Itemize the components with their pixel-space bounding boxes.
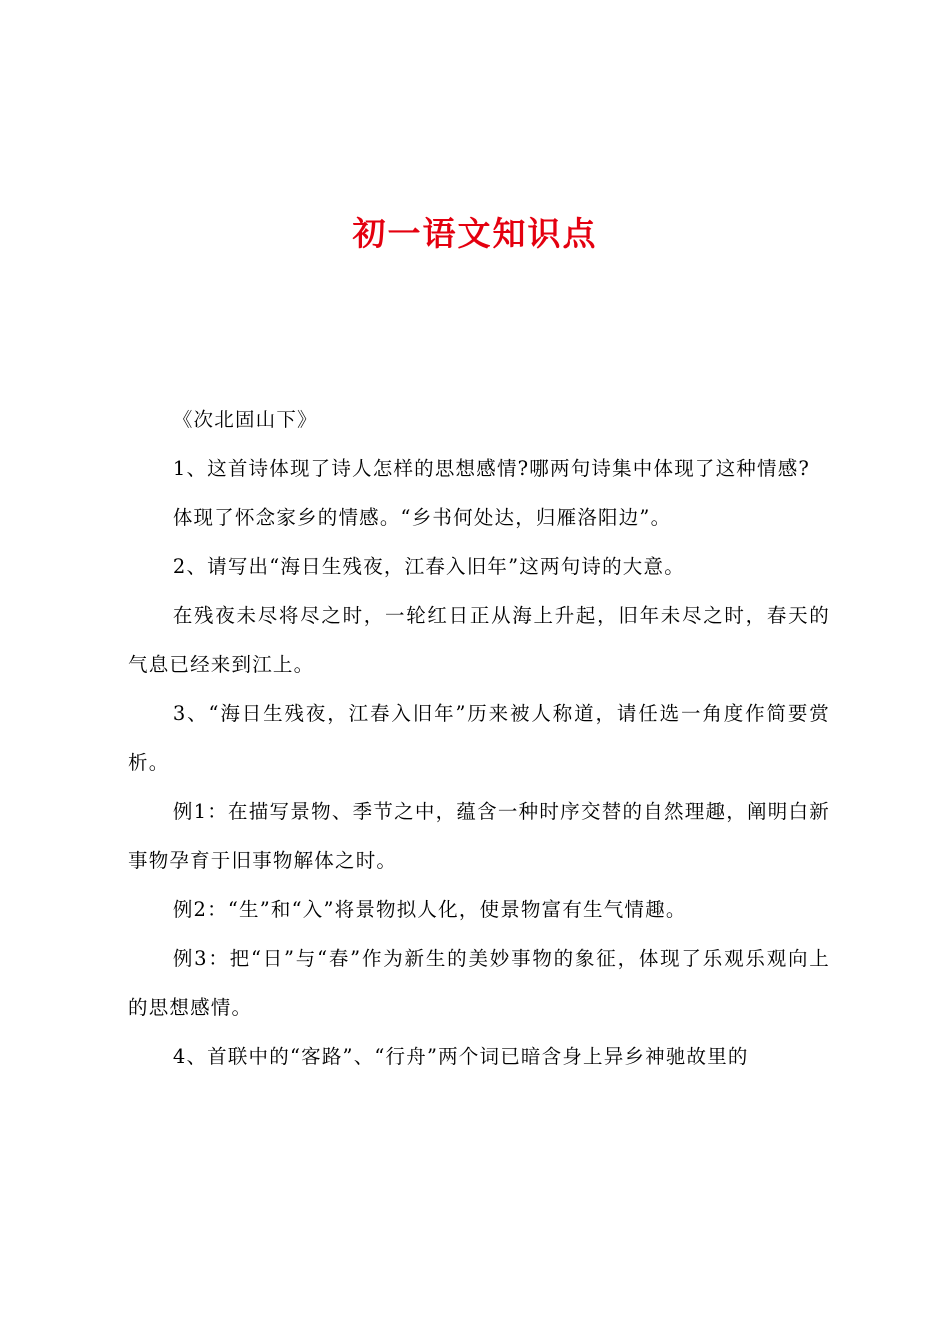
question-1: 1、这首诗体现了诗人怎样的思想感情?哪两句诗集中体现了这种情感? (172, 457, 811, 480)
question-4: 4、首联中的“客路”、“行舟”两个词已暗含身上异乡神驰故里的 (172, 1045, 749, 1068)
poem-title: 《次北固山下》 (172, 408, 318, 431)
example-1: 例1：在描写景物、季节之中，蕴含一种时序交替的自然理趣，阐明白新事物孕育于旧事物解体之时。 (128, 800, 830, 872)
answer-2: 在残夜未尽将尽之时，一轮红日正从海上升起，旧年未尽之时，春天的气息已经来到江上。 (128, 604, 830, 676)
document-title: 初一语文知识点 (352, 214, 598, 253)
example-3: 例3：把“日”与“春”作为新生的美妙事物的象征，体现了乐观乐观向上的思想感情。 (128, 947, 830, 1019)
answer-1: 体现了怀念家乡的情感。“乡书何处达，归雁洛阳边”。 (172, 506, 672, 529)
document-body (128, 395, 830, 1081)
question-3: 3、“海日生残夜，江春入旧年”历来被人称道，请任选一角度作简要赏析。 (128, 702, 830, 774)
question-2: 2、请写出“海日生残夜，江春入旧年”这两句诗的大意。 (172, 555, 685, 578)
example-2: 例2：“生”和“入”将景物拟人化，使景物富有生气情趣。 (172, 898, 687, 921)
